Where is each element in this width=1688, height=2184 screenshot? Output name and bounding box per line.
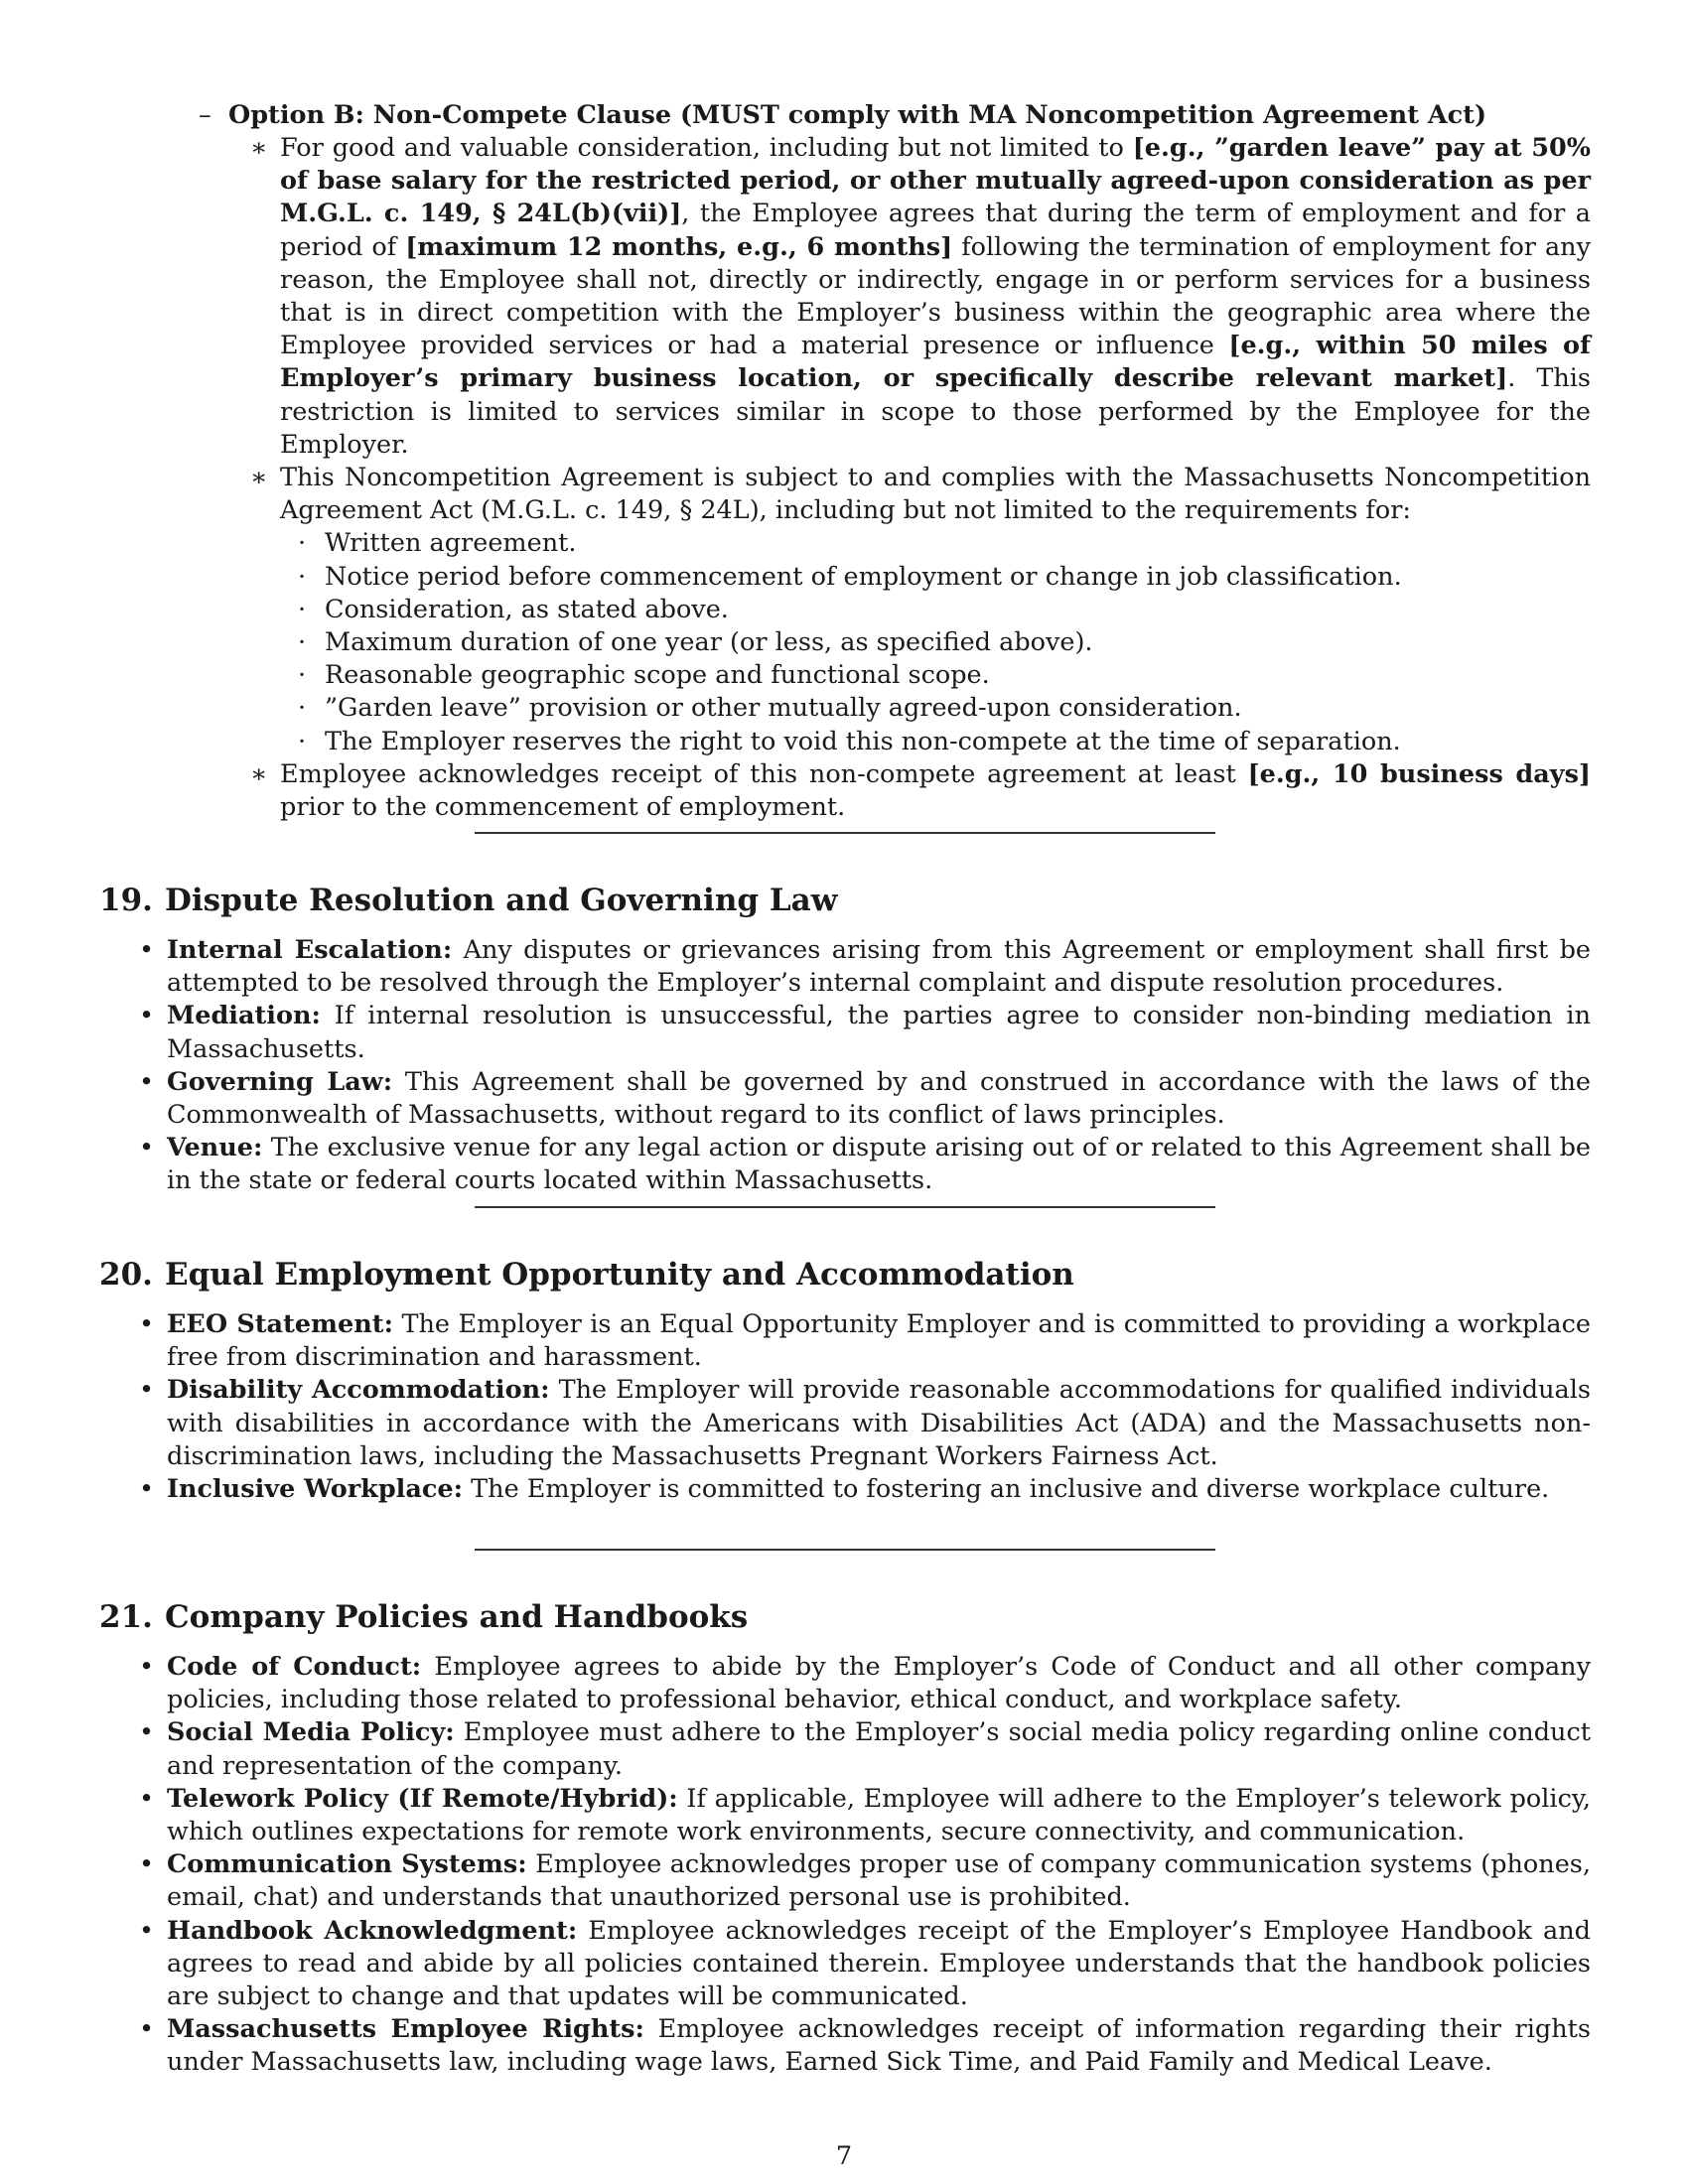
item-label: Social Media Policy: — [167, 1717, 455, 1748]
item-text: The exclusive venue for any legal action or dispute arising out of or related to this Agreement shall be in the state or federal courts located within Massachusetts. — [167, 1133, 1591, 1196]
section-divider — [475, 1549, 1215, 1551]
item-label: Telework Policy (If Remote/Hybrid): — [167, 1783, 678, 1814]
requirement-text: Written agreement. — [325, 528, 577, 559]
bullet-marker: • — [139, 1915, 155, 1946]
item-text: The Employer will provide reasonable accommodations for qualified individuals with disabilities in accordance with the Americans with Disabilities Act (ADA) and the Massachusetts non-discrimination laws, including the Massachusetts Pregnant Workers Fairness Act. — [167, 1375, 1591, 1471]
section-heading — [99, 1597, 1589, 1637]
list-item — [139, 934, 1591, 1000]
item-text: If internal resolution is unsuccessful, the parties agree to consider non-binding mediation in Massachusetts. — [167, 1001, 1591, 1064]
requirement-item — [280, 726, 1591, 758]
item-text: This Noncompetition Agreement is subject to and complies with the Massachusetts Noncompetition Agreement Act (M.G.L. c. 149, § 24L), including but not limited to the requirements for: — [280, 463, 1591, 526]
requirement-item — [280, 626, 1591, 659]
bullet-marker: • — [139, 1001, 155, 1031]
section-heading — [99, 881, 1589, 920]
section-title: Dispute Resolution and Governing Law — [165, 883, 838, 918]
list-item — [139, 1374, 1591, 1473]
asterisk-marker: ∗ — [250, 758, 268, 789]
list-item — [139, 1308, 1591, 1374]
item-text: For good and valuable consideration, including but not limited to — [280, 133, 1133, 163]
section-title: Company Policies and Handbooks — [165, 1599, 749, 1635]
item-label: Code of Conduct: — [167, 1652, 422, 1682]
requirement-text: The Employer reserves the right to void this non-compete at the time of separation. — [325, 726, 1401, 756]
item-text: Employee must adhere to the Employer’s social media policy regarding online conduct and representation of the company. — [167, 1717, 1591, 1781]
dot-marker: · — [298, 627, 307, 658]
requirement-item — [280, 594, 1591, 626]
item-text: The Employer is an Equal Opportunity Employer and is committed to providing a workplace free from discrimination and harassment. — [167, 1309, 1591, 1373]
requirements-list — [280, 527, 1591, 757]
dot-marker: · — [298, 561, 307, 592]
item-text: . This restriction is limited to services similar in scope to those performed by the Employee for the Employer. — [280, 363, 1591, 460]
bullet-marker: • — [139, 935, 155, 965]
item-label: Communication Systems: — [167, 1849, 527, 1880]
requirement-text: ”Garden leave” provision or other mutually agreed-upon consideration. — [325, 693, 1242, 724]
item-text: If applicable, Employee will adhere to the Employer’s telework policy, which outlines expectations for remote work environments, secure connectivity, and communication. — [167, 1783, 1591, 1847]
placeholder-notice: [e.g., 10 business days] — [1247, 758, 1591, 789]
section-items — [139, 934, 1591, 1198]
item-text: Employee acknowledges receipt of information regarding their rights under Massachusetts law, including wage laws, Earned Sick Time, and Paid Family and Medical Leave. — [167, 2014, 1591, 2078]
page-number: 7 — [835, 2141, 853, 2171]
requirement-item — [280, 527, 1591, 560]
list-item — [139, 1651, 1591, 1716]
section-divider — [475, 1206, 1215, 1208]
section-number: 19. — [99, 883, 153, 918]
placeholder-geography: [e.g., within 50 miles of Employer’s primary business location, or specifically describe relevant market] — [280, 331, 1591, 394]
section-divider — [475, 832, 1215, 834]
asterisk-marker: ∗ — [250, 463, 268, 493]
dash-marker: – — [199, 100, 211, 130]
list-item — [139, 1473, 1591, 1506]
item-label: Disability Accommodation: — [167, 1375, 550, 1406]
section-number: 20. — [99, 1257, 153, 1293]
bullet-marker: • — [139, 1133, 155, 1163]
item-text: following the termination of employment for any reason, the Employee shall not, directly or indirectly, engage in or perform services for a business that is in direct competition with the Employer’s business within the geographic area where the Employee provided services or had a material presence or influence — [280, 231, 1592, 361]
dot-marker: · — [298, 528, 307, 559]
bullet-marker: • — [139, 1783, 155, 1814]
item-text: Any disputes or grievances arising from this Agreement or employment shall first be attempted to be resolved through the Employer’s internal complaint and dispute resolution procedures. — [167, 935, 1591, 999]
requirement-item — [280, 659, 1591, 692]
asterisk-marker: ∗ — [250, 133, 268, 163]
requirement-item — [280, 692, 1591, 725]
list-item — [139, 1848, 1591, 1914]
section-heading — [99, 1255, 1589, 1295]
item-text: Employee acknowledges proper use of company communication systems (phones, email, chat) and understands that unauthorized personal use is prohibited. — [167, 1849, 1591, 1913]
item-label: Internal Escalation: — [167, 935, 453, 965]
item-label: Handbook Acknowledgment: — [167, 1915, 578, 1946]
requirement-text: Consideration, as stated above. — [325, 594, 729, 624]
item-text: Employee acknowledges receipt of this non-compete agreement at least — [280, 758, 1248, 789]
section-items — [139, 1651, 1591, 2080]
bullet-marker: • — [139, 1652, 155, 1682]
option-b-item — [250, 462, 1591, 758]
list-item — [139, 1915, 1591, 2014]
requirement-text: Maximum duration of one year (or less, as specified above). — [325, 627, 1093, 658]
section-title: Equal Employment Opportunity and Accommodation — [165, 1257, 1074, 1293]
requirement-text: Reasonable geographic scope and functional scope. — [325, 660, 990, 691]
item-text: Employee acknowledges receipt of the Employer’s Employee Handbook and agrees to read and abide by all policies contained therein. Employee understands that the handbook policies are subject to change and that updates will be communicated. — [167, 1915, 1591, 2012]
bullet-marker: • — [139, 1375, 155, 1406]
item-label: Massachusetts Employee Rights: — [167, 2014, 644, 2045]
list-item — [139, 1716, 1591, 1782]
list-item — [139, 2013, 1591, 2079]
item-label: Governing Law: — [167, 1066, 393, 1097]
item-text: This Agreement shall be governed by and construed in accordance with the laws of the Commonwealth of Massachusetts, without regard to its conflict of laws principles. — [167, 1066, 1591, 1131]
item-label: EEO Statement: — [167, 1309, 393, 1339]
list-item — [139, 1783, 1591, 1848]
option-b-item — [250, 758, 1591, 824]
item-text: prior to the commencement of employment. — [280, 792, 846, 823]
requirement-text: Notice period before commencement of employment or change in job classification. — [325, 561, 1402, 592]
item-text: Employee agrees to abide by the Employer’s Code of Conduct and all other company policies, including those related to professional behavior, ethical conduct, and workplace safety. — [167, 1652, 1591, 1715]
bullet-marker: • — [139, 1474, 155, 1505]
section-items — [139, 1308, 1591, 1506]
bullet-marker: • — [139, 1309, 155, 1339]
bullet-marker: • — [139, 1849, 155, 1880]
list-item — [139, 1132, 1591, 1197]
placeholder-duration: [maximum 12 months, e.g., 6 months] — [405, 231, 953, 262]
bullet-marker: • — [139, 2014, 155, 2045]
option-b-title: Option B: Non-Compete Clause (MUST comply with MA Noncompetition Agreement Act) — [228, 100, 1487, 130]
option-b-item — [250, 132, 1591, 462]
list-item — [139, 1000, 1591, 1065]
item-label: Inclusive Workplace: — [167, 1474, 464, 1505]
dot-marker: · — [298, 594, 307, 624]
bullet-marker: • — [139, 1066, 155, 1097]
option-b-items — [250, 132, 1591, 824]
bullet-marker: • — [139, 1717, 155, 1748]
dot-marker: · — [298, 693, 307, 724]
item-label: Venue: — [167, 1133, 263, 1163]
placeholder-consideration: [e.g., ”garden leave” pay at 50% of base salary for the restricted period, or other mutually agreed-upon consideration as per M.G.L. c. 149, § 24L(b)(vii)] — [280, 133, 1591, 229]
item-label: Mediation: — [167, 1001, 321, 1031]
requirement-item — [280, 561, 1591, 594]
list-item — [139, 1066, 1591, 1132]
dot-marker: · — [298, 726, 307, 756]
item-text: The Employer is committed to fostering an inclusive and diverse workplace culture. — [463, 1474, 1550, 1505]
section-number: 21. — [99, 1599, 153, 1635]
item-text: , the Employee agrees that during the term of employment and for a period of — [280, 199, 1591, 262]
dot-marker: · — [298, 660, 307, 691]
